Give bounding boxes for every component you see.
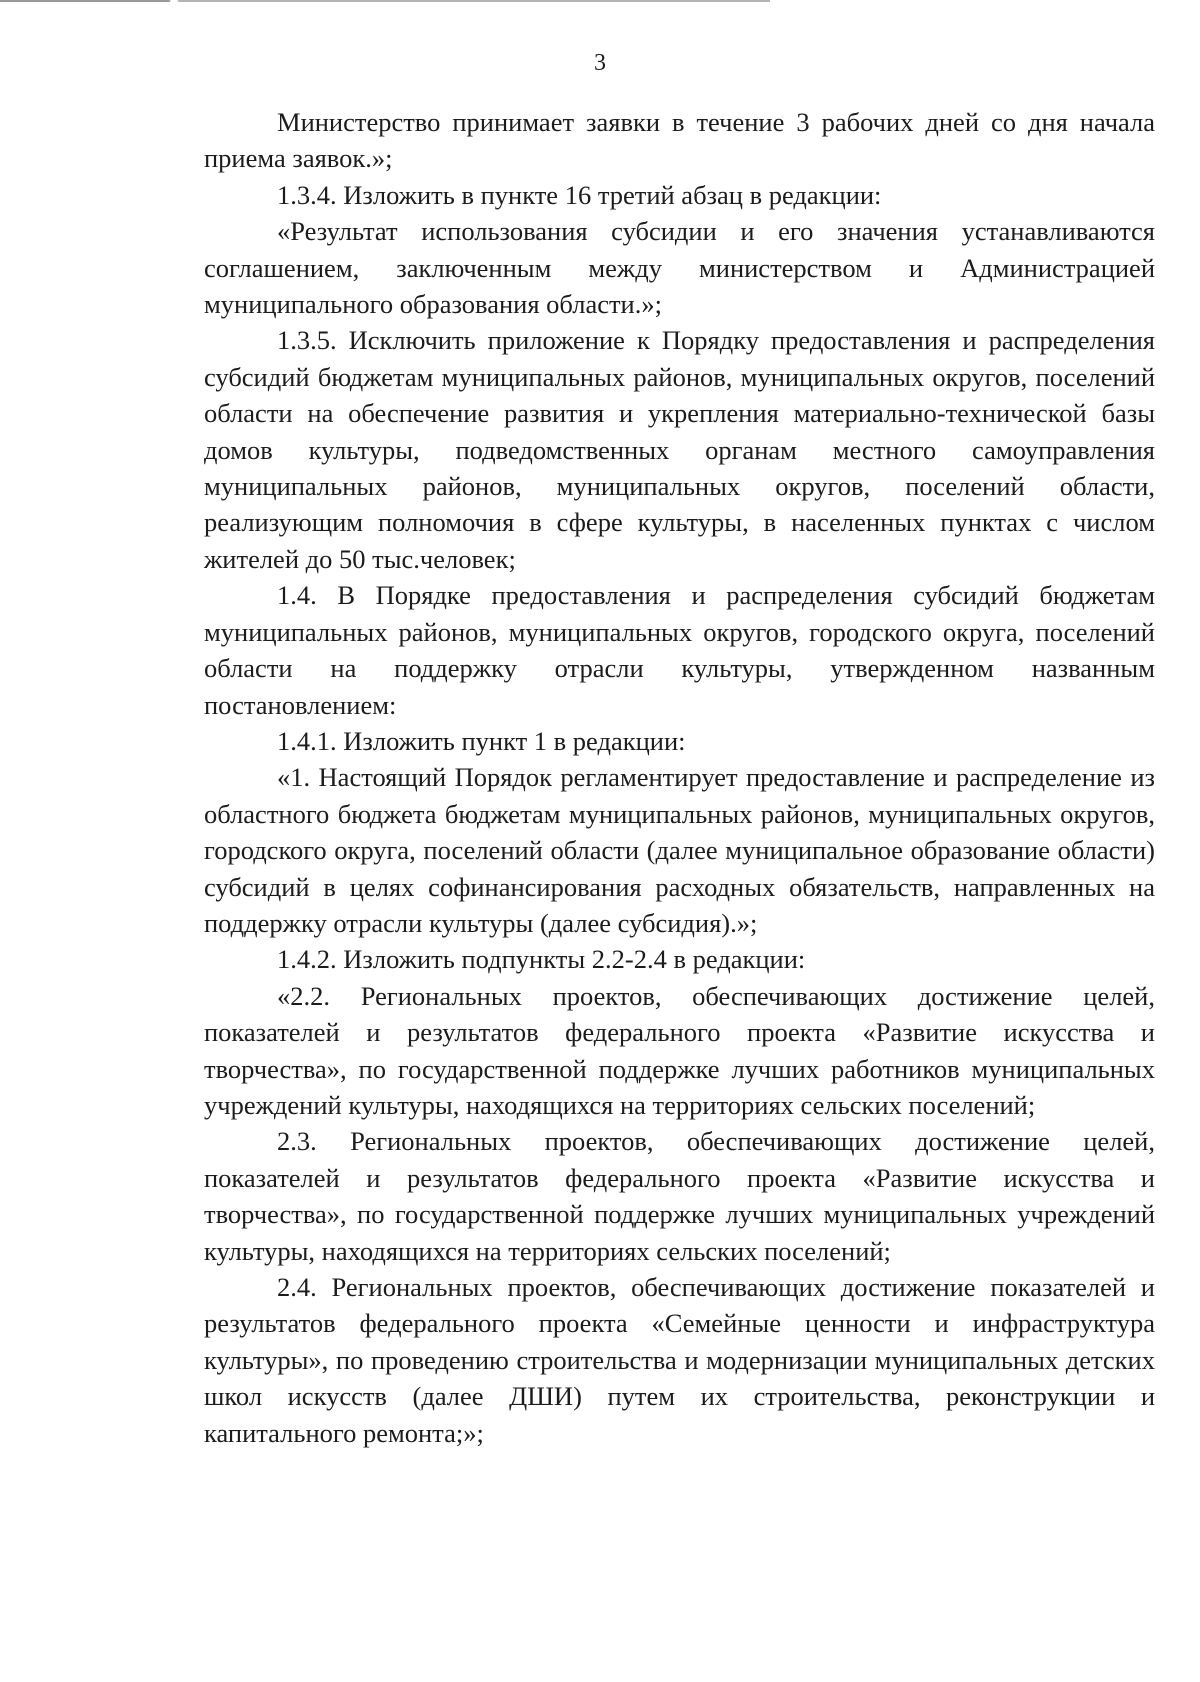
paragraph-clause-2-2: «2.2. Региональных проектов, обеспечивающих достижение целей, показателей и результатов федерального проекта «Развитие искусства и творчества», по государственной поддержке лучших работников муниципальных учреждений культуры, находящихся на территориях сельских поселений;	[204, 980, 1155, 1120]
document-body	[204, 104, 1155, 1451]
paragraph-subsidy-result: «Результат использования субсидии и его значения устанавливаются соглашением, заключенным между министерством и Администрацией муниципального образования области.»;	[204, 216, 1155, 320]
paragraph-1-3-5: 1.3.5. Исключить приложение к Порядку предоставления и распределения субсидий бюджетам муниципальных районов, муниципальных округов, поселений области на обеспечение развития и укрепления материально-технической базы домов культуры, подведомственных органам местного самоуправления муниципальных районов, муниципальных округов, поселений области, реализующим полномочия в сфере культуры, в населенных пунктах с числом жителей до 50 тыс.человек;	[204, 325, 1155, 574]
paragraph-clause-2-4: 2.4. Региональных проектов, обеспечивающих достижение показателей и результатов федерального проекта «Семейные ценности и инфраструктура культуры», по проведению строительства и модернизации муниципальных детских школ искусств (далее ДШИ) путем их строительства, реконструкции и капитального ремонта;»;	[204, 1272, 1155, 1448]
paragraph-clause-2-3: 2.3. Региональных проектов, обеспечивающих достижение целей, показателей и результатов федерального проекта «Развитие искусства и творчества», по государственной поддержке лучших муниципальных учреждений культуры, находящихся на территориях сельских поселений;	[204, 1126, 1155, 1266]
paragraph-1-3-4: 1.3.4. Изложить в пункте 16 третий абзац в редакции:	[277, 179, 882, 210]
paragraph-application-acceptance: Министерство принимает заявки в течение 3 рабочих дней со дня начала приема заявок.»;	[204, 107, 1155, 174]
scan-edge-line	[0, 0, 770, 2]
paragraph-1-4-1: 1.4.1. Изложить пункт 1 в редакции:	[277, 725, 686, 756]
paragraph-1-4: 1.4. В Порядке предоставления и распределения субсидий бюджетам муниципальных районов, муниципальных округов, городского округа, поселений области на поддержку отрасли культуры, утвержденном названным постановлением:	[204, 580, 1155, 720]
paragraph-1-4-2: 1.4.2. Изложить подпункты 2.2-2.4 в редакции:	[277, 944, 806, 975]
paragraph-clause-1: «1. Настоящий Порядок регламентирует предоставление и распределение из областного бюджета бюджетам муниципальных районов, муниципальных округов, городского округа, поселений области (далее муниципальное образование области) субсидий в целях софинансирования расходных обязательств, направленных на поддержку отрасли культуры (далее субсидия).»;	[204, 762, 1155, 938]
page-number: 3	[594, 50, 606, 76]
